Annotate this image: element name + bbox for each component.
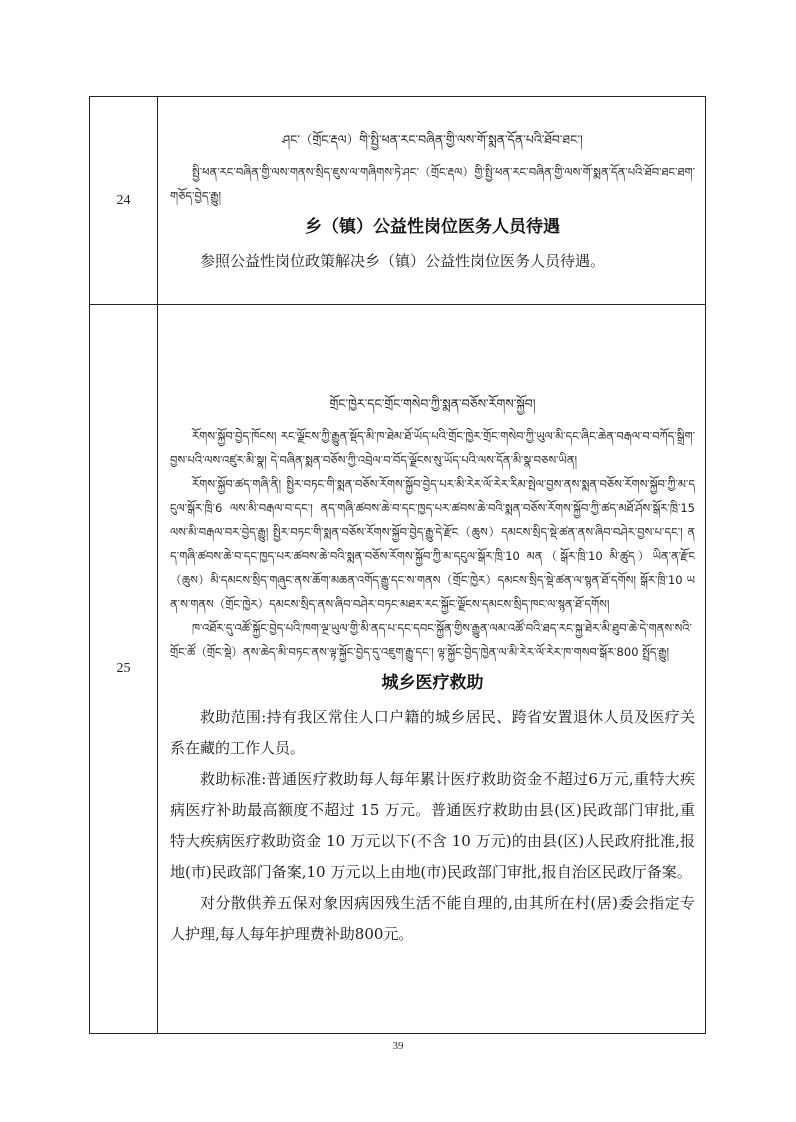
chinese-paragraph: 救助范围:持有我区常住人口户籍的城乡居民、跨省安置退休人员及医疗关系在藏的工作人员。 [170,708,695,757]
chinese-title: 城乡医疗救助 [381,673,484,693]
tibetan-paragraph: རོགས་སྐྱོབ་བྱེད་ཁོངས། རང་ལྗོངས་ཀྱི་རྒྱུན་སྡོད་མི་ཁ་ཐེམ་ཐོ་ཡོད་པའི་གྲོང་ཁྱེར་གྲོང་གསེབ་ཀྱི་ཡུལ་མི་དང་ཞིང་ཆེན་བརྒལ་བ་བཀོད་སྒྲིག་བྱས་པའི་ལས་འཛུར་མི་སྣ། དེ་བཞིན་སྨན་བཅོས་ཀྱི་འབྲེལ་བ་བོད་ལྗོངས་སུ་ཡོད་པའི་ལས་དོན་མི་སྣ་བཅས་ཡིན། [170,429,695,467]
tibetan-title: གྲོང་ཁྱེར་དང་གྲོང་གསེབ་ཀྱི་སྨན་བཅོས་རོགས་སྐྱོབ། [329,396,536,411]
row-number: 25 [90,305,158,1034]
policy-table [89,96,706,1034]
page-number: 39 [392,1040,404,1052]
chinese-paragraph: 救助标准:普通医疗救助每人每年累计医疗救助资金不超过6万元,重特大疾病医疗补助最高额度不超过 15 万元。普通医疗救助由县(区)民政部门审批,重特大疾病医疗救助资金 10 万元以下(不含 10 万元)的由县(区)人民政府批准,报地(市)民政部门备案,10 万元以上由地(市)民政部门审批,报自治区民政厅备案。 [170,770,695,881]
table-row [90,305,706,1034]
tibetan-paragraph: ཁ་འཐོར་དུ་འཚོ་སྐྱོང་བྱེད་པའི་ཁག་ལྔ་ཡུལ་གྱི་མི་ནད་པ་དང་དབང་སྐྱོན་གྱིས་རྒྱུན་ལམ་འཚོ་བའི་ཐད་རང་སྐྱ་ཐེར་མི་ཐུབ་ཆེ་དེ་གནས་སའི་གྲོང་ཚོ（གྲོང་སྡེ）ནས་ཆེད་མི་བཏང་ནས་ལྟ་སྐྱོང་བྱེད་དུ་འཇུག་རྒྱུ་དང་། ལྟ་སྐྱོང་བྱེད་ཁྱེན་ལ་མི་རེར་ལོ་རེར་ཁ་གསབ་སྒོར་800 སྤྲོད་རྒྱུ། [170,621,692,659]
tibetan-title: ཤང་（གྲོང་རྡལ）གི་སྤྱི་ཕན་རང་བཞིན་གྱི་ལས་གོ་སྨན་དོན་པའི་ཐོབ་ཐང་། [282,132,583,147]
tibetan-paragraph: སྤྱི་ཕན་རང་བཞིན་གྱི་ལས་གནས་སྲིད་ཇུས་ལ་གཞིགས་ཏེ་ཤང་（གྲོང་རྡལ）གྱི་སྤྱི་ཕན་རང་བཞིན་གྱི་ལས་གོ་སྨན་དོན་པའི་ཐོབ་ཐང་ཐག་གཅོད་བྱེད་རྒྱུ། [170,165,695,203]
chinese-title: 乡（镇）公益性岗位医务人员待遇 [305,217,560,237]
table-row [90,97,706,305]
row-content [158,305,706,1034]
tibetan-paragraph: རོགས་སྐྱོབ་ཚད་གཞི་ནི། སྤྱིར་བཏང་གི་སྨན་བཅོས་རོགས་སྐྱོབ་བྱེད་པར་མི་རེར་ལོ་རེར་རིམ་སྤེལ་བྱས་ནས་སྨན་བཅོས་རོགས་སྐྱོབ་ཀྱི་མ་དངུལ་སྒོར་ཁྲི་6 ལས་མི་བརྒལ་བ་དང་། ནད་གཞི་ཚབས་ཆེ་བ་དང་ཁྱད་པར་ཚབས་ཆེ་བའི་སྨན་བཅོས་རོགས་སྐྱོབ་ཀྱི་ཚད་མཐོ་ཤོས་སྒོར་ཁྲི་15 ལས་མི་བརྒལ་བར་བྱེད་རྒྱུ། སྤྱིར་བཏང་གི་སྨན་བཅོས་རོགས་སྐྱོབ་བྱེད་རྒྱུ་དེ་རྫོང（ཆུས）དམངས་སྲིད་སྡེ་ཚན་ནས་ཞིབ་བཤེར་བྱས་པ་དང་། ནད་གཞི་ཚབས་ཆེ་བ་དང་ཁྱད་པར་ཚབས་ཆེ་བའི་སྨན་བཅོས་རོགས་སྐྱོབ་ཀྱི་མ་དངུལ་སྒོར་ཁྲི་10 མན（སྒོར་ཁྲི་10 མི་ཚུད）ཡིན་ན་རྫོང（ཆུས）མི་དམངས་སྲིད་གཞུང་ནས་ཆོག་མཆན་འགོད་རྒྱུ་དང་ས་གནས（གྲོང་ཁྱེར）དམངས་སྲིད་སྡེ་ཚན་ལ་སྙན་ཐོ་དགོས། སྒོར་ཁྲི་10 ཡན་ས་གནས（གྲོང་ཁྱེར）དམངས་སྲིད་ནས་ཞིབ་བཤེར་བཏང་མཐར་རང་སྐྱོང་ལྗོངས་དམངས་སྲིད་ཁང་ལ་སྙན་ཐོ་དགོས། [170,477,695,611]
chinese-paragraph: 对分散供养五保对象因病因残生活不能自理的,由其所在村(居)委会指定专人护理,每人每年护理费补助800元。 [170,894,695,943]
chinese-paragraph: 参照公益性岗位政策解决乡（镇）公益性岗位医务人员待遇。 [200,252,606,270]
row-number: 24 [90,97,158,305]
row-content [158,97,706,305]
